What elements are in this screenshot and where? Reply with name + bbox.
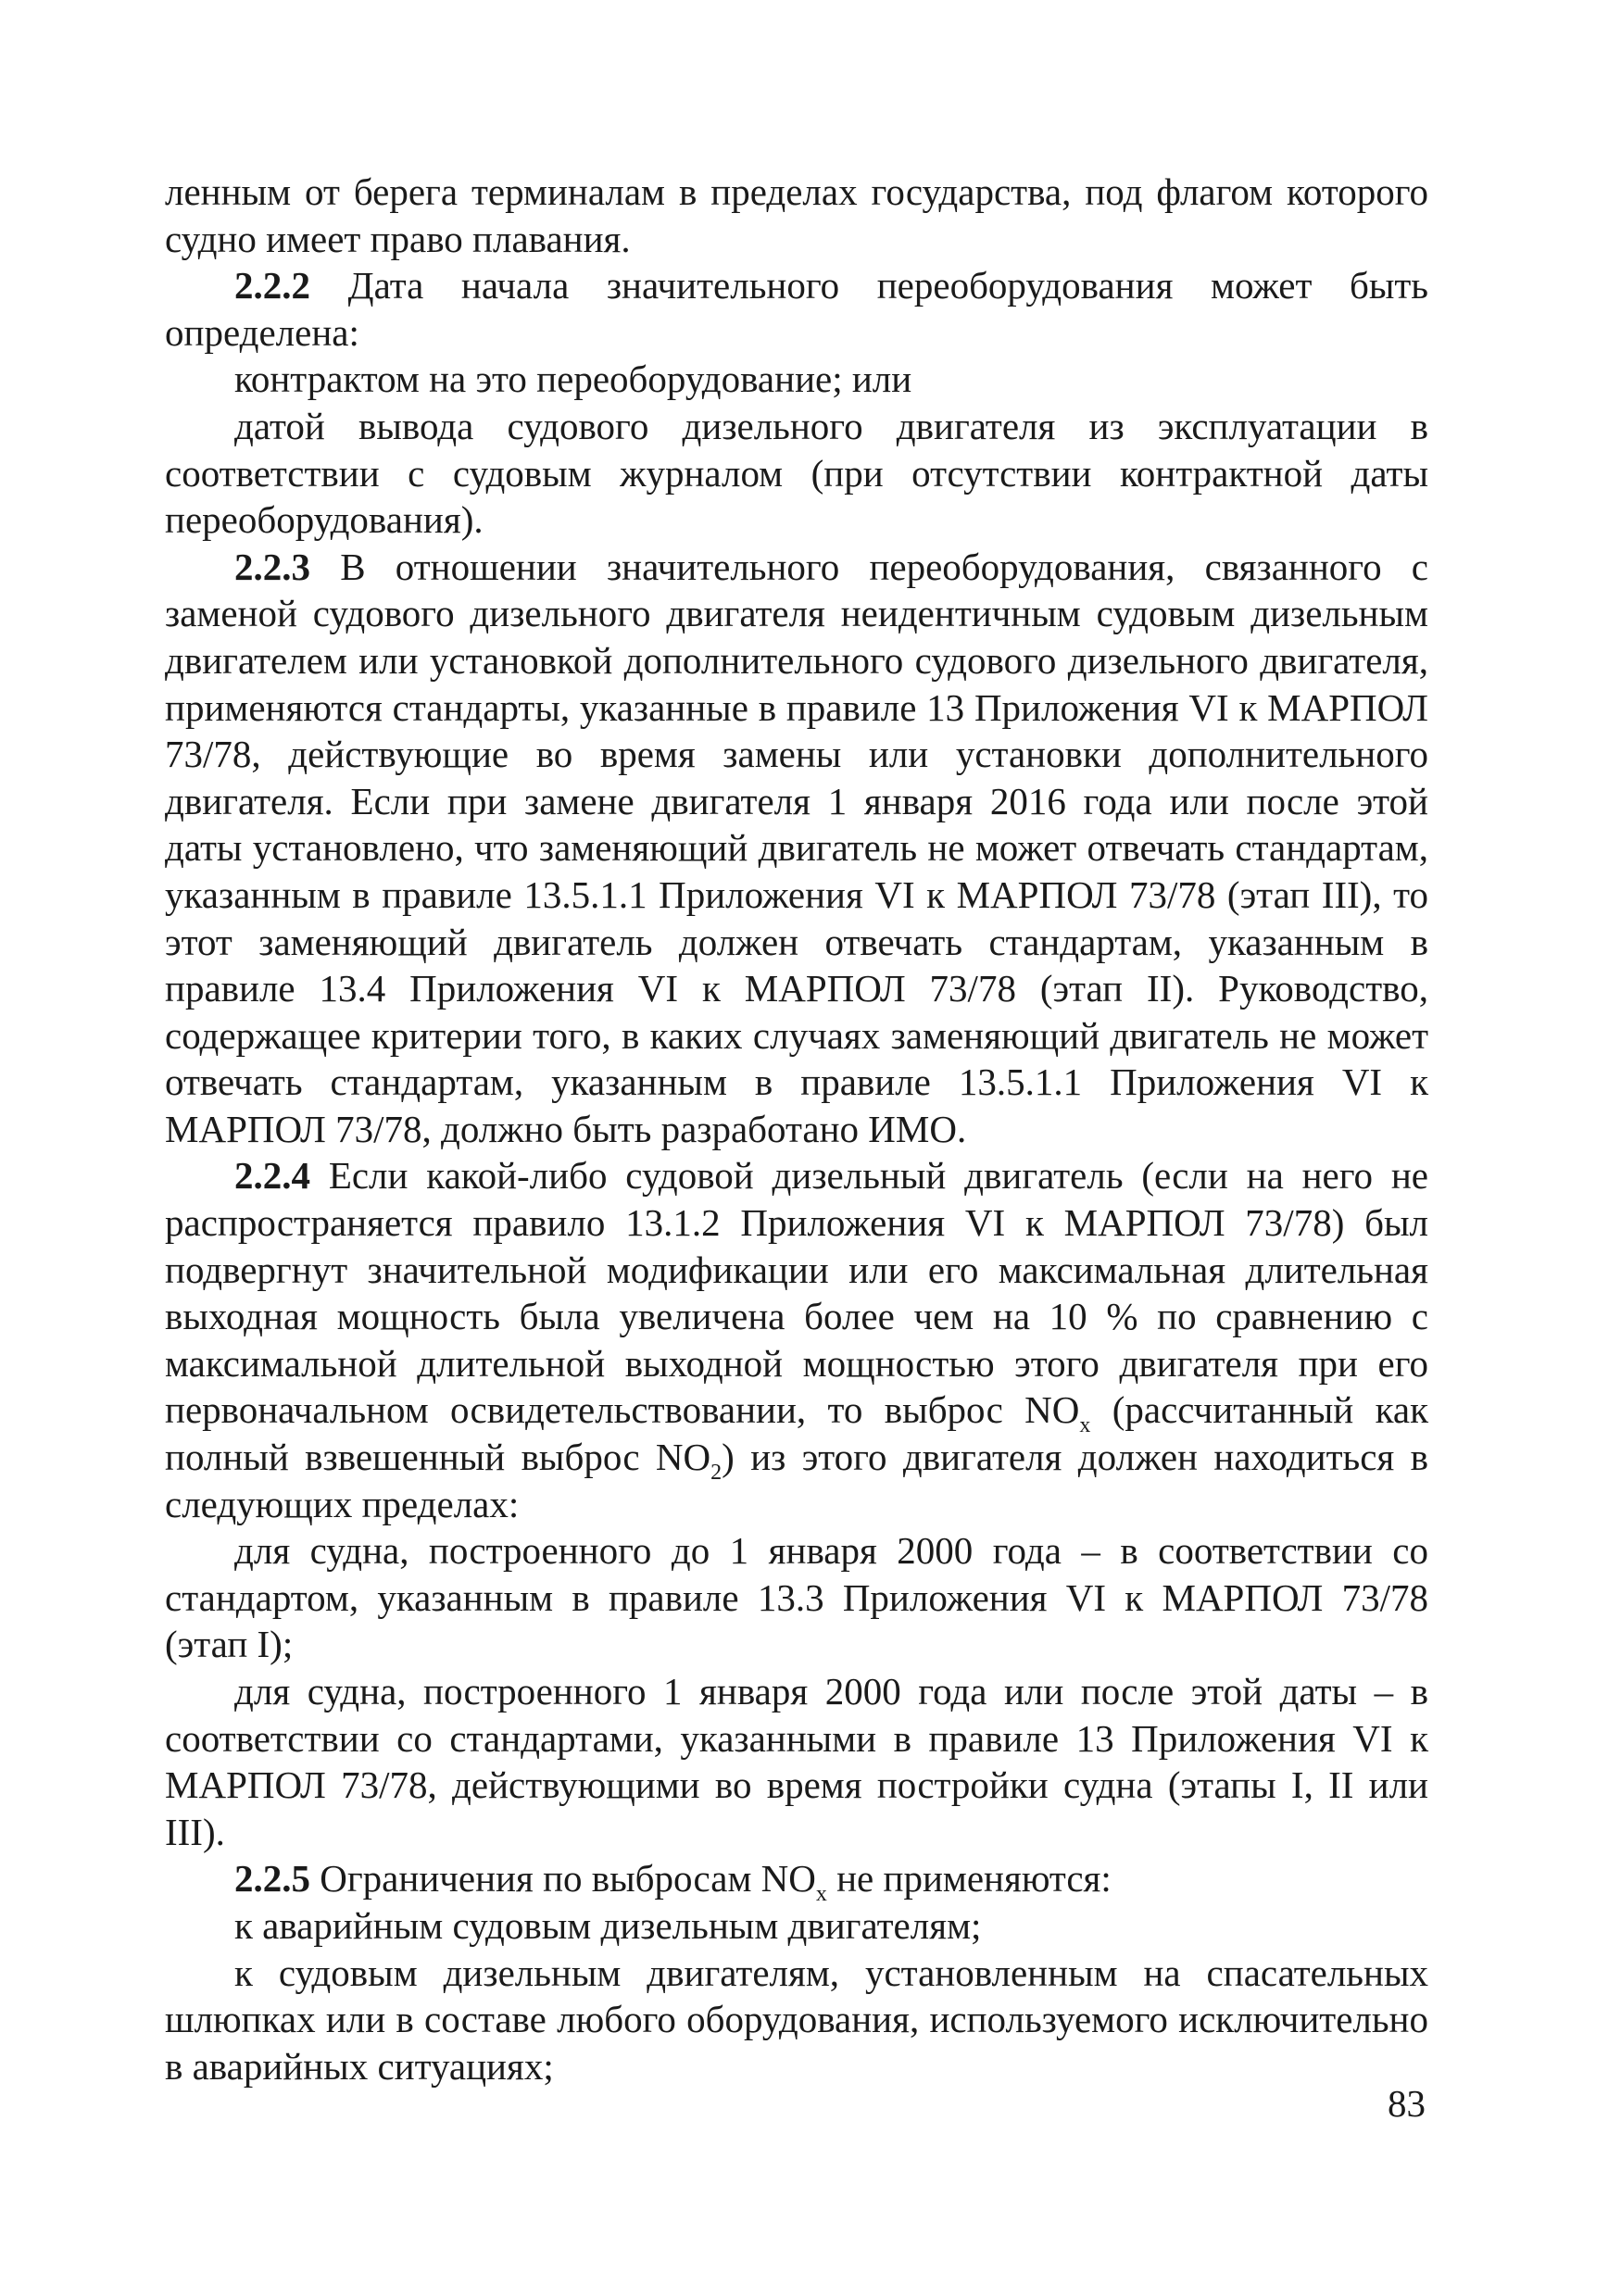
paragraph-continuation: ленным от берега терминалам в пределах государства, под флагом которого судно имеет право плавания. <box>165 170 1428 260</box>
list-item-lifeboat-engines: к судовым дизельным двигателям, установленным на спасательных шлюпках или в составе любого оборудования, используемого исключительно в аварийных ситуациях; <box>165 1951 1428 2088</box>
list-item-decommission-date: датой вывода судового дизельного двигателя из эксплуатации в соответствии с судовым журналом (при отсутствии контрактной даты переоборудования). <box>165 404 1428 542</box>
list-item-before-2000: для судна, построенного до 1 января 2000 года – в соответствии со стандартом, указанным в правиле 13.3 Приложения VI к МАРПОЛ 73/78 (этап I); <box>165 1529 1428 1666</box>
list-item-emergency-engines: к аварийным судовым дизельным двигателям; <box>234 1903 982 1947</box>
section-2-2-5 <box>165 1855 1428 1907</box>
list-item-contract: контрактом на это переоборудование; или <box>234 358 912 401</box>
subscript: x <box>1079 1413 1091 1438</box>
section-text: В отношении значительного переоборудования, связанного с заменой судового дизельного двигателя неидентичным судовым дизельным двигателем или установкой дополнительного судового дизельного двигателя, применяются стандарты, указанные в правиле 13 Приложения VI к МАРПОЛ 73/78, действующие во время замены или установки дополнительного двигателя. Если при замене двигателя 1 января 2016 года или после этой даты установлено, что заменяющий двигатель не может отвечать стандартам, указанным в правиле 13.5.1.1 Приложения VI к МАРПОЛ 73/78 (этап III), то этот заменяющий двигатель должен отвечать стандартам, указанным в правиле 13.4 Приложения VI к МАРПОЛ 73/78 (этап II). Руководство, содержащее критерии того, в каких случаях заменяющий двигатель не может отвечать стандартам, указанным в правиле 13.5.1.1 Приложения VI к МАРПОЛ 73/78, должно быть разработано ИМО. <box>165 545 1428 1150</box>
subscript: 2 <box>710 1461 723 1486</box>
section-number: 2.2.5 <box>234 1857 310 1901</box>
section-text: Дата начала значительного переоборудования может быть определена: <box>165 264 1428 354</box>
subscript: x <box>815 1882 827 1907</box>
section-text: Если какой-либо судовой дизельный двигатель (если на него не распространяется правило 13.1.2 Приложения VI к МАРПОЛ 73/78) был подвергнут значительной модификации или его максимальная длительная выходная мощность была увеличена более чем на 10 % по сравнению с максимальной длительной выходной мощностью этого двигателя при его первоначальном освидетельствовании, то выброс NO <box>165 1154 1428 1432</box>
section-2-2-3 <box>165 544 1428 1153</box>
section-number: 2.2.2 <box>234 264 310 307</box>
section-2-2-4 <box>165 1152 1428 1527</box>
section-text: (рассчитанный как полный взвешенный выброс NO <box>165 1388 1429 1479</box>
section-number: 2.2.3 <box>234 545 310 588</box>
section-text: не применяются: <box>826 1857 1112 1901</box>
section-text: Ограничения по выбросам NO <box>310 1857 816 1901</box>
section-2-2-2 <box>165 262 1428 356</box>
section-text: ) из этого двигателя должен находиться в следующих пределах: <box>165 1436 1428 1525</box>
section-number: 2.2.4 <box>234 1154 310 1198</box>
page-number: 83 <box>1388 2082 1426 2125</box>
document-page <box>165 169 1428 2089</box>
list-item-after-2000: для судна, построенного 1 января 2000 года или после этой даты – в соответствии со стандартами, указанными в правиле 13 Приложения VI к МАРПОЛ 73/78, действующими во время постройки судна (этапы I, II или III). <box>165 1670 1428 1853</box>
